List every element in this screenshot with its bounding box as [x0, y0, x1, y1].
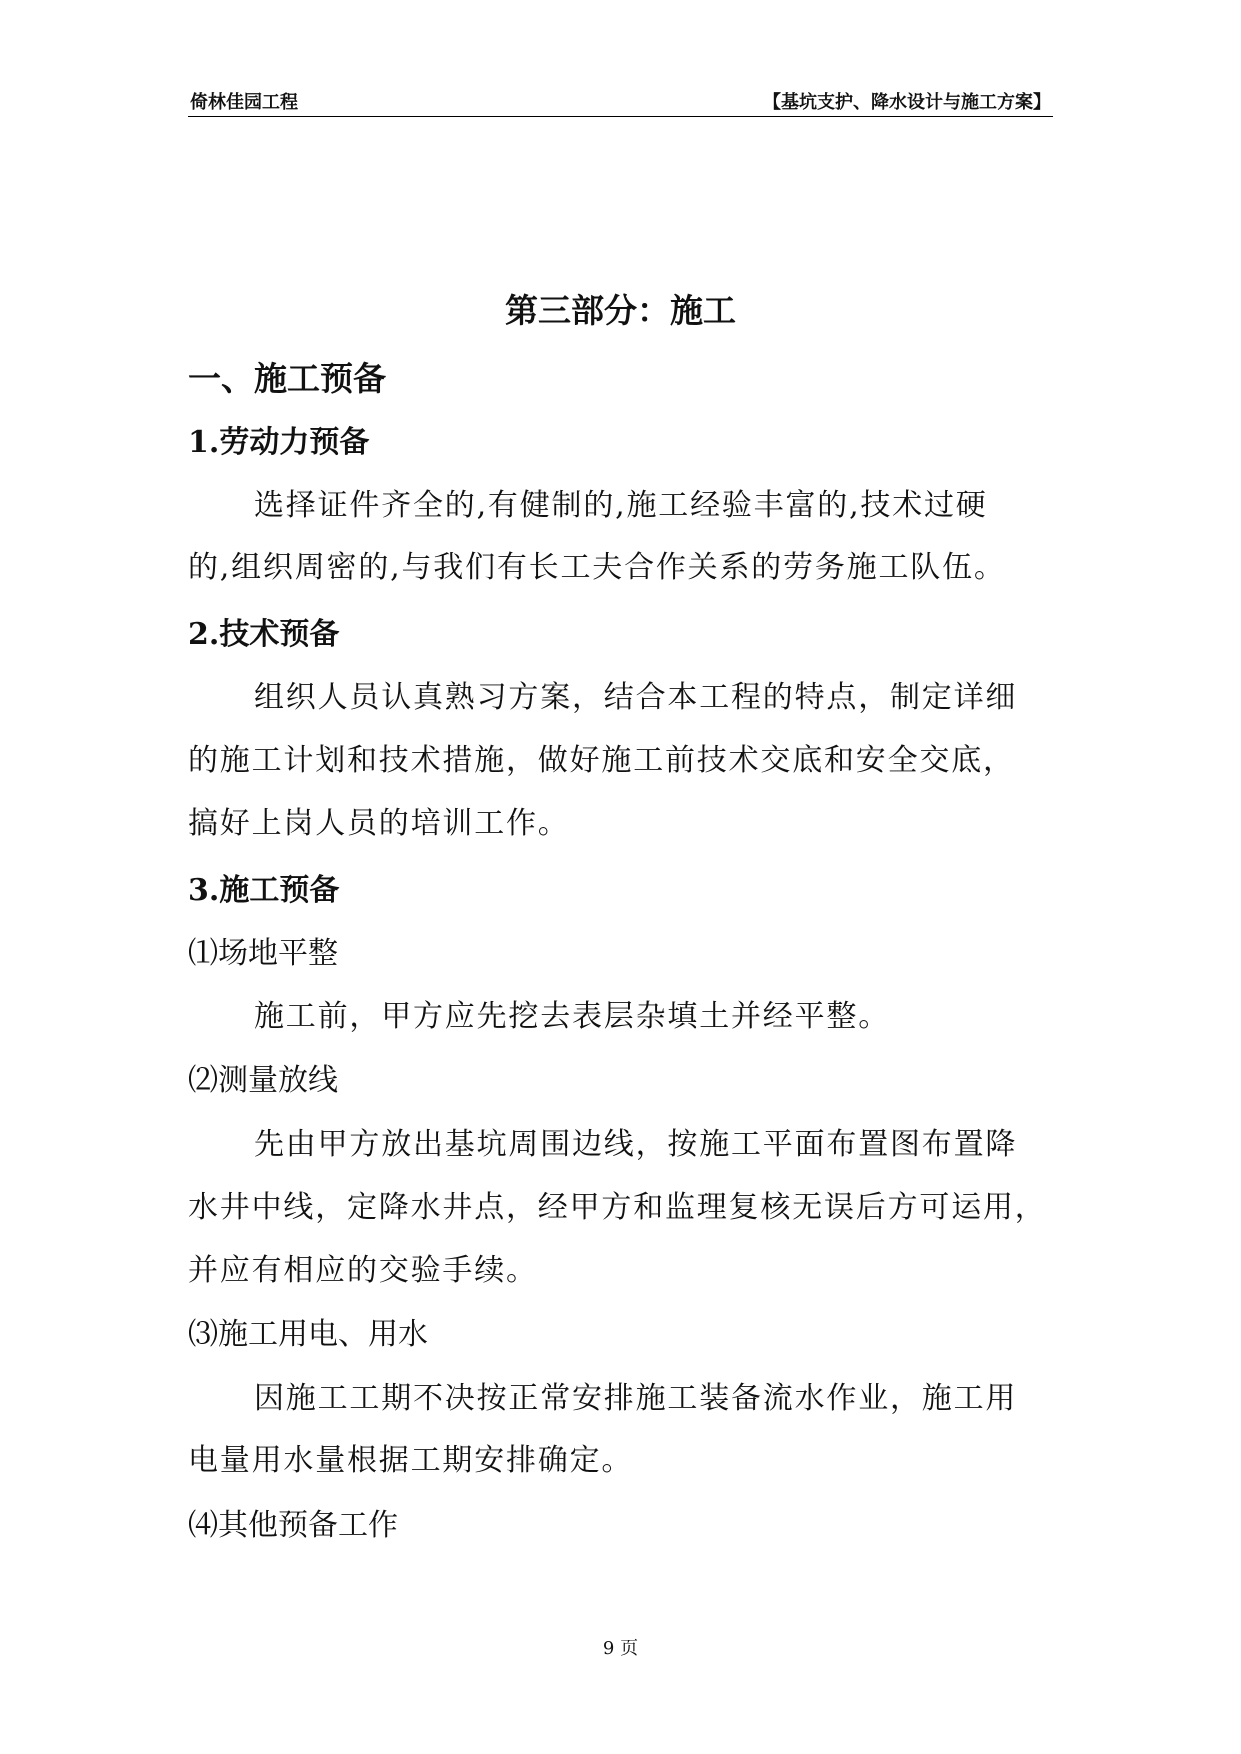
paragraph-line: 搞好上岗人员的培训工作。 — [188, 806, 570, 841]
paragraph-line: 选择证件齐全的,有健制的,施工经验丰富的,技术过硬 — [254, 488, 988, 523]
item-heading-other: ⑷其他预备工作 — [188, 1508, 398, 1543]
subsection-heading-technical: 2.技术预备 — [188, 617, 340, 652]
paragraph-line: 水井中线，定降水井点，经甲方和监理复核无误后方可运用， — [188, 1190, 1047, 1225]
item-heading-site-leveling: ⑴场地平整 — [188, 936, 338, 971]
paragraph-line: 电量用水量根据工期安排确定。 — [188, 1443, 634, 1478]
part-title: 第三部分：施工 — [505, 291, 736, 330]
subsection-heading-construction: 3.施工预备 — [188, 873, 340, 908]
subsection-heading-labor: 1.劳动力预备 — [188, 425, 370, 460]
item-heading-power-water: ⑶施工用电、用水 — [188, 1317, 428, 1352]
section-heading: 一、施工预备 — [188, 359, 386, 398]
paragraph-line: 施工前，甲方应先挖去表层杂填土并经平整。 — [254, 999, 890, 1034]
paragraph-line: 的,组织周密的,与我们有长工夫合作关系的劳务施工队伍。 — [188, 550, 1006, 585]
paragraph-line: 的施工计划和技术措施，做好施工前技术交底和安全交底， — [188, 743, 1015, 778]
paragraph-line: 先由甲方放出基坑周围边线，按施工平面布置图布置降 — [254, 1127, 1018, 1162]
paragraph-line: 组织人员认真熟习方案，结合本工程的特点，制定详细 — [254, 680, 1018, 715]
paragraph-line: 因施工工期不决按正常安排施工装备流水作业，施工用 — [254, 1381, 1018, 1416]
header-document-title: 【基坑支护、降水设计与施工方案】 — [763, 92, 1051, 113]
page-number: 9 页 — [602, 1638, 639, 1659]
paragraph-line: 并应有相应的交验手续。 — [188, 1253, 538, 1288]
header-divider — [188, 116, 1053, 117]
header-project-name: 倚林佳园工程 — [190, 92, 298, 113]
item-heading-survey: ⑵测量放线 — [188, 1063, 338, 1098]
